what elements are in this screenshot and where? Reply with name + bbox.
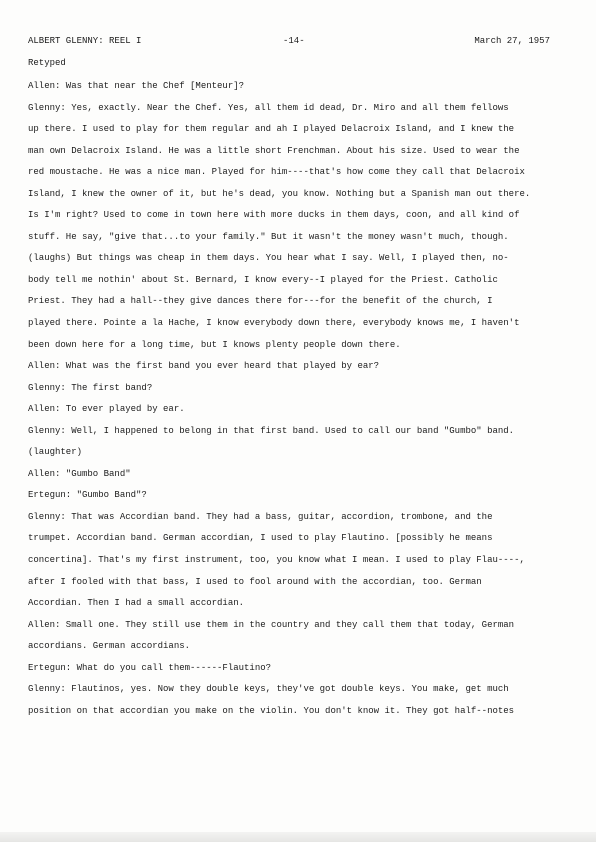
transcript-line: Glenny: The first band?	[28, 382, 153, 393]
transcript-line: up there. I used to play for them regular and ah I played Delacroix Island, and I knew the	[28, 124, 515, 135]
page-bottom-edge	[0, 832, 596, 842]
page-header	[28, 36, 568, 50]
transcript-line: red moustache. He was a nice man. Played for him----that's how come they call that Delacroix	[28, 167, 525, 178]
transcript-line: Ertegun: What do you call them------Flautino?	[28, 662, 272, 673]
transcript-body	[28, 79, 566, 725]
transcript-line: Accordian. Then I had a small accordian.	[28, 598, 245, 609]
transcript-line: Glenny: That was Accordian band. They had a bass, guitar, accordion, trombone, and the	[28, 511, 493, 522]
transcript-line: Allen: "Gumbo Band"	[28, 468, 131, 479]
transcript-line: Ertegun: "Gumbo Band"?	[28, 490, 147, 501]
transcript-line: played there. Pointe a la Hache, I know everybody down there, everybody knows me, I haven't	[28, 318, 520, 329]
interview-title: ALBERT GLENNY: REEL I	[28, 36, 142, 46]
transcript-line: Glenny: Well, I happened to belong in that first band. Used to call our band "Gumbo" band.	[28, 425, 515, 436]
transcript-line: (laughs) But things was cheap in them days. You hear what I say. Well, I played then, no-	[28, 253, 509, 264]
transcript-line: Glenny: Yes, exactly. Near the Chef. Yes, all them id dead, Dr. Miro and all them fellows	[28, 102, 509, 113]
transcript-line: Priest. They had a hall--they give dances there for---for the benefit of the church, I	[28, 296, 493, 307]
retyped-note: Retyped	[28, 58, 66, 68]
transcript-line: after I fooled with that bass, I used to fool around with the accordian, too. German	[28, 576, 482, 587]
transcript-line: Allen: Was that near the Chef [Menteur]?	[28, 81, 245, 91]
transcript-line: trumpet. Accordian band. German accordian, I used to play Flautino. [possibly he means	[28, 533, 493, 544]
transcript-line: Allen: What was the first band you ever heard that played by ear?	[28, 361, 380, 372]
transcript-line: been down here for a long time, but I knows plenty people down there.	[28, 339, 401, 350]
transcript-line: Allen: Small one. They still use them in the country and they call them that today, German	[28, 619, 515, 630]
transcript-line: Is I'm right? Used to come in town here with more ducks in them days, coon, and all kind of	[28, 210, 520, 221]
transcript-line: man own Delacroix Island. He was a little short Frenchman. About his size. Used to wear the	[28, 145, 520, 156]
transcript-line: position on that accordian you make on the violin. You don't know it. They got half--notes	[28, 705, 515, 716]
transcript-line: stuff. He say, "give that...to your family." But it wasn't the money wasn't much, though.	[28, 231, 509, 242]
page-number: -14-	[283, 36, 305, 46]
transcript-line: Glenny: Flautinos, yes. Now they double keys, they've got double keys. You make, get much	[28, 684, 509, 695]
transcript-line: (laughter)	[28, 447, 83, 458]
transcript-line: Island, I knew the owner of it, but he's dead, you know. Nothing but a Spanish man out there.	[28, 188, 531, 199]
transcript-line: accordians. German accordians.	[28, 641, 191, 652]
interview-date: March 27, 1957	[474, 36, 550, 46]
transcript-line: concertina]. That's my first instrument, too, you know what I mean. I used to play Flau----,	[28, 555, 525, 566]
transcript-line: body tell me nothin' about St. Bernard, I know every--I played for the Priest. Catholic	[28, 274, 498, 285]
transcript-line: Allen: To ever played by ear.	[28, 404, 185, 415]
